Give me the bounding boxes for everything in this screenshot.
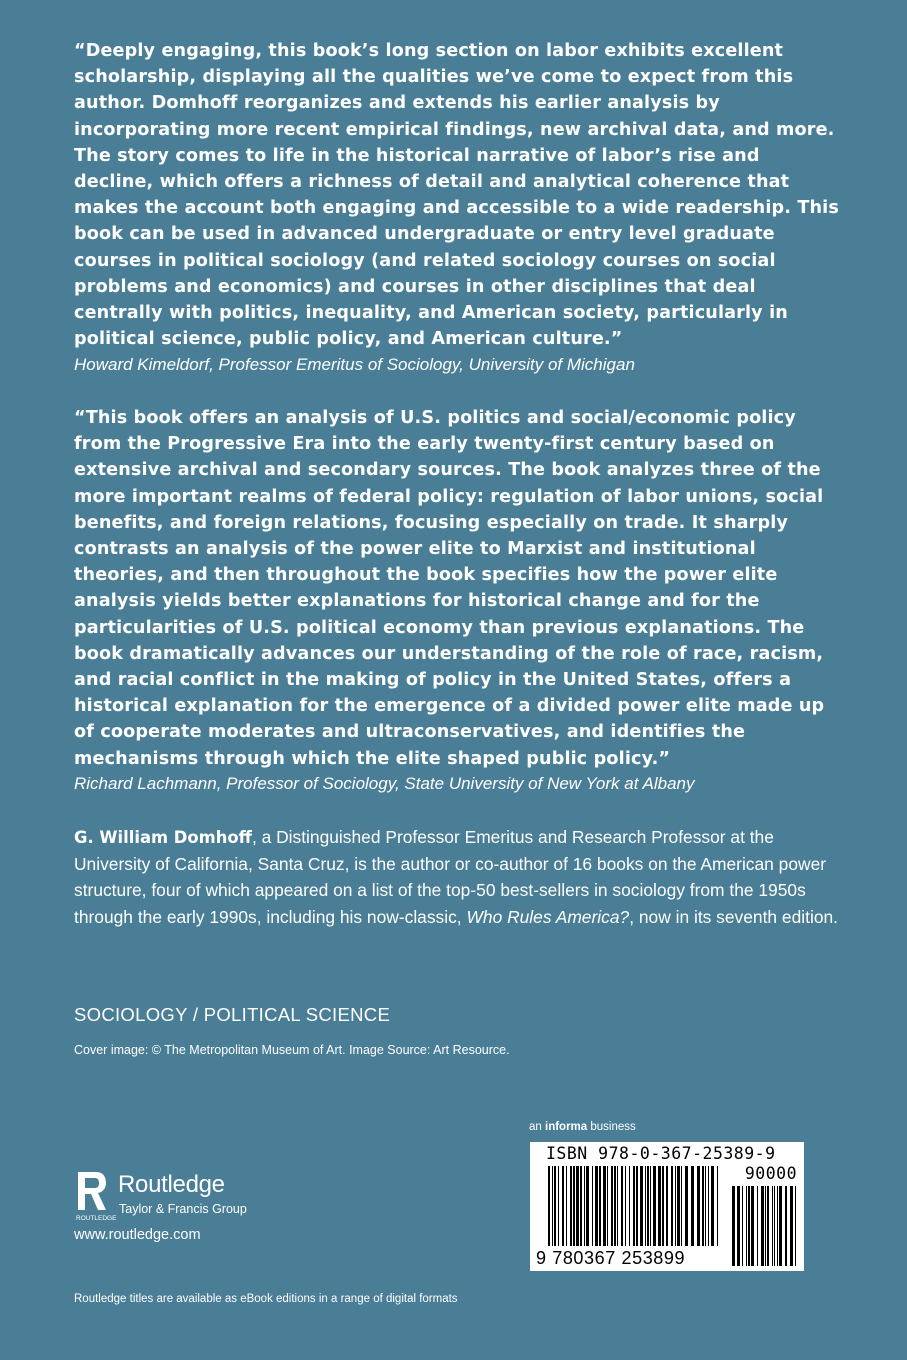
barcode-bar <box>737 1186 740 1266</box>
barcode-bar <box>779 1186 782 1266</box>
cover-credit: Cover image: © The Metropolitan Museum of Art. Image Source: Art Resource. <box>74 1043 510 1057</box>
barcode-bar <box>621 1166 623 1246</box>
barcode-bar <box>691 1166 694 1246</box>
informa-brand: informa <box>545 1121 588 1133</box>
subject-category: SOCIOLOGY / POLITICAL SCIENCE <box>74 1004 391 1025</box>
barcode-bar <box>790 1186 793 1266</box>
barcode-bar <box>685 1166 688 1246</box>
barcode-bar <box>677 1166 680 1246</box>
barcode-bar <box>765 1186 766 1266</box>
publisher-name: Routledge <box>118 1171 225 1198</box>
barcode-digits: 9 780367 253899 <box>536 1248 686 1268</box>
barcode-bar <box>614 1166 616 1246</box>
barcode-bar <box>645 1166 646 1246</box>
barcode-bar <box>650 1166 651 1246</box>
barcode-bar <box>777 1186 778 1266</box>
barcode-bar <box>592 1166 593 1246</box>
barcode-bar <box>748 1186 750 1266</box>
barcode-bar <box>625 1166 626 1246</box>
barcode-bar <box>711 1166 714 1246</box>
barcode-bar <box>584 1166 585 1246</box>
author-bio-text: , a Distinguished Professor Emeritus and Research Professor at the University of California, Santa Cruz, is the author or co-author of 16 books on the American power structure, four of which appeared on a list of the top-50 best-sellers in sociology from the 1950s through the early 1990s, including his now-classic, <box>74 827 827 927</box>
barcode-bar <box>647 1166 649 1246</box>
barcode-bar <box>761 1186 764 1266</box>
barcode-bar <box>742 1186 743 1266</box>
barcode-bar <box>662 1166 664 1246</box>
barcode-bar <box>751 1186 754 1266</box>
barcode-bar <box>795 1186 796 1266</box>
informa-tagline: an informa business <box>529 1121 636 1133</box>
barcode-bar <box>558 1166 559 1246</box>
routledge-logo-icon <box>74 1170 117 1222</box>
barcode-bar <box>554 1166 556 1246</box>
publisher-url[interactable]: www.routledge.com <box>74 1227 201 1243</box>
barcode-bar <box>586 1166 589 1246</box>
book-title-mention: Who Rules America? <box>466 906 630 927</box>
barcode-bar <box>785 1186 787 1266</box>
author-bio <box>74 824 844 930</box>
author-name: G. William Domhoff <box>74 828 252 847</box>
barcode-bar <box>607 1166 608 1246</box>
barcode-bar <box>611 1166 613 1246</box>
barcode-bar <box>629 1166 630 1246</box>
barcode-bar <box>767 1186 769 1266</box>
logo-vertical-text: ROUTLEDGE <box>76 1215 117 1222</box>
barcode-bar <box>702 1166 704 1246</box>
barcode-bar <box>573 1166 575 1246</box>
barcode-bar <box>617 1166 618 1246</box>
barcode-bar <box>562 1166 564 1246</box>
barcode <box>530 1142 804 1271</box>
barcode-bar <box>746 1186 747 1266</box>
barcode-bar <box>772 1186 773 1266</box>
ebook-note: Routledge titles are available as eBook editions in a range of digital formats <box>74 1293 458 1305</box>
barcode-bar <box>675 1166 676 1246</box>
barcode-bar <box>708 1166 709 1246</box>
barcode-bar <box>552 1166 553 1246</box>
barcode-bar <box>653 1166 656 1246</box>
barcode-bar <box>599 1166 601 1246</box>
review-attribution-1: Howard Kimeldorf, Professor Emeritus of Sociology, University of Michigan <box>74 355 635 374</box>
review-attribution-2: Richard Lachmann, Professor of Sociology, State University of New York at Albany <box>74 774 695 793</box>
publisher-group: Taylor & Francis Group <box>119 1202 247 1216</box>
barcode-bar <box>595 1166 598 1246</box>
review-quote-2: “This book offers an analysis of U.S. politics and social/economic policy from the Progressive Era into the early twenty-first century based on extensive archival and secondary sources. The book analyzes three of the more important realms of federal policy: regulation of labor unions, social benefits, and foreign relations, focusing especially on trade. It sharply contrasts an analysis of the power elite to Marxist and institutional theories, and then throughout the book specifies how the power elite analysis yields better explanations for historical change and for the particularities of U.S. political economy than previous explanations. The book dramatically advances our understanding of the role of race, racism, and racial conflict in the making of policy in the United States, offers a historical explanation for the emergence of a divided power elite made up of cooperate moderates and ultraconservatives, and identifies the mechanisms through which the elite shaped public policy.” <box>74 408 825 769</box>
barcode-bar <box>658 1166 661 1246</box>
barcode-bar <box>576 1166 579 1246</box>
barcode-bar <box>732 1186 735 1266</box>
barcode-bar <box>640 1166 643 1246</box>
barcode-bar <box>681 1166 682 1246</box>
barcode-bar <box>580 1166 582 1246</box>
barcode-bar <box>717 1166 718 1246</box>
barcode-bar <box>603 1166 606 1246</box>
barcode-bar <box>633 1166 635 1246</box>
barcode-bar <box>697 1166 700 1246</box>
barcode-bar <box>566 1166 567 1246</box>
price-code: 90000 <box>744 1164 797 1183</box>
barcode-bar <box>636 1166 638 1246</box>
barcode-bar <box>666 1166 668 1246</box>
barcode-bar <box>774 1186 775 1266</box>
barcode-bar <box>757 1186 758 1266</box>
barcode-bar <box>548 1166 550 1246</box>
barcode-bar <box>671 1166 673 1246</box>
author-bio-text-end: , now in its seventh edition. <box>629 906 838 927</box>
barcode-bar <box>570 1166 572 1246</box>
barcode-bar <box>705 1166 706 1246</box>
review-quote-1: “Deeply engaging, this book’s long section on labor exhibits excellent scholarship, displaying all the qualities we’ve come to expect from this author. Domhoff reorganizes and extends his earlier analysis by incorporating more recent empirical findings, new archival data, and more. The story comes to life in the historical narrative of labor’s rise and decline, which offers a richness of detail and analytical coherence that makes the account both engaging and accessible to a wide readership. This book can be used in advanced undergraduate or entry level graduate courses in political sociology (and related sociology courses on social problems and economics) and courses in other disciplines that deal centrally with politics, inequality, and American society, particularly in political science, public policy, and American culture.” <box>74 41 839 350</box>
isbn-label: ISBN 978-0-367-25389-9 <box>546 1144 776 1163</box>
